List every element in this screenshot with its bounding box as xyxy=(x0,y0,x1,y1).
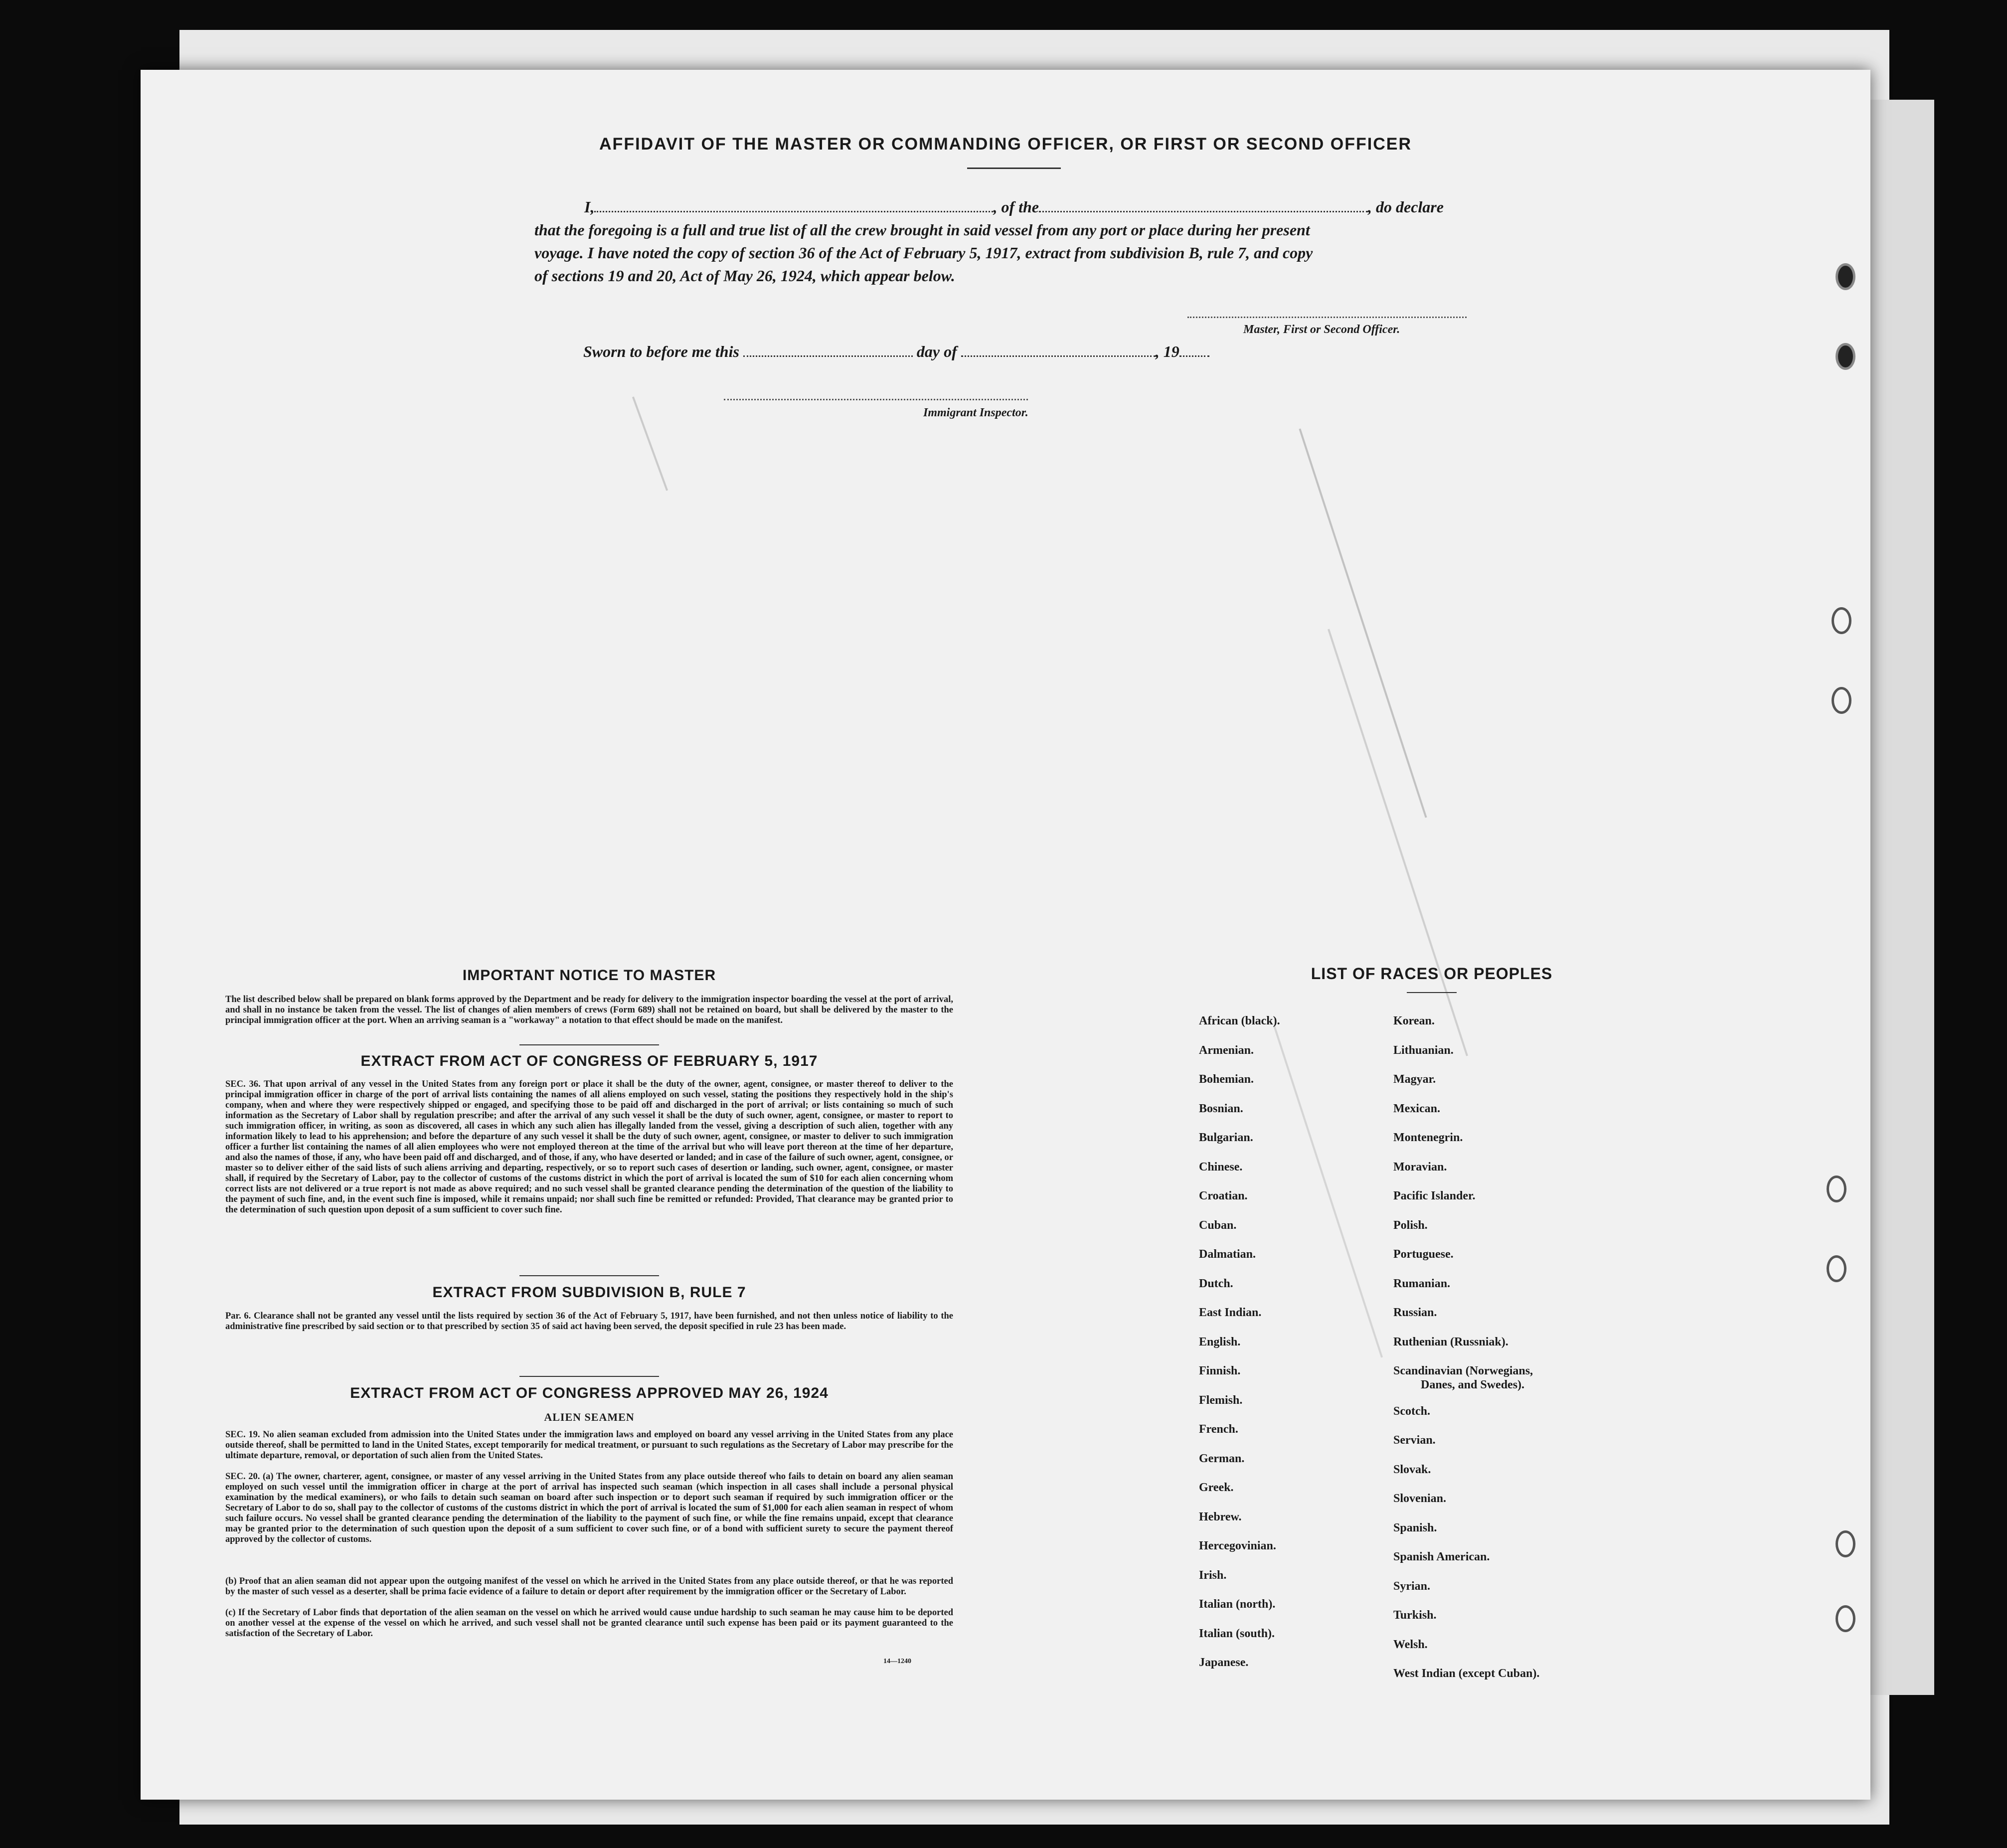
affidavit-title: AFFIDAVIT OF THE MASTER OR COMMANDING OFFICER, OR FIRST OR SECOND OFFICER xyxy=(599,135,1412,154)
race-item: West Indian (except Cuban). xyxy=(1393,1667,1540,1680)
binder-hole-icon xyxy=(1836,343,1855,370)
extract-1917-title: EXTRACT FROM ACT OF CONGRESS OF FEBRUARY 5, 1917 xyxy=(360,1053,818,1069)
race-item: Dutch. xyxy=(1199,1277,1233,1290)
binder-hole-icon xyxy=(1836,1530,1855,1557)
race-item: Hercegovinian. xyxy=(1199,1539,1276,1552)
binder-hole-icon xyxy=(1836,263,1855,290)
race-item: Bohemian. xyxy=(1199,1073,1254,1086)
race-item: Moravian. xyxy=(1393,1160,1447,1174)
race-item: Russian. xyxy=(1393,1306,1437,1319)
race-item: Flemish. xyxy=(1199,1393,1243,1407)
binder-hole-icon xyxy=(1836,1605,1855,1632)
race-item: German. xyxy=(1199,1452,1245,1465)
race-item: Polish. xyxy=(1393,1218,1428,1232)
master-signature-label: Master, First or Second Officer. xyxy=(1243,323,1400,336)
race-item: Servian. xyxy=(1393,1434,1436,1447)
inspector-signature-label: Immigrant Inspector. xyxy=(923,406,1028,419)
race-item: Italian (south). xyxy=(1199,1627,1275,1640)
race-item: Chinese. xyxy=(1199,1160,1243,1174)
race-item: Danes, and Swedes). xyxy=(1421,1378,1525,1391)
pencil-tick-mark xyxy=(1273,1025,1383,1358)
extract-1924-title: EXTRACT FROM ACT OF CONGRESS APPROVED MAY 26, 1924 xyxy=(350,1385,829,1401)
race-item: Scandinavian (Norwegians, xyxy=(1393,1364,1533,1377)
race-item: Mexican. xyxy=(1393,1102,1440,1115)
race-item: Cuban. xyxy=(1199,1218,1237,1232)
affidavit-line-4: of sections 19 and 20, Act of May 26, 1924, which appear below. xyxy=(534,267,955,285)
race-item: Lithuanian. xyxy=(1393,1043,1454,1057)
race-item: Syrian. xyxy=(1393,1579,1431,1593)
race-item: Slovenian. xyxy=(1393,1492,1447,1505)
race-item: Finnish. xyxy=(1199,1364,1241,1377)
race-item: Greek. xyxy=(1199,1481,1234,1494)
race-item: Bulgarian. xyxy=(1199,1131,1253,1144)
extract-rule7-body: Par. 6. Clearance shall not be granted any vessel until the lists required by section 36 of the Act of February 5, 1917, have been furnished, and not then unless notice of liability to the administrative fine prescribed by said section or to that prescribed by section 35 of said act having been served, the deposit specified in rule 23 has been made. xyxy=(225,1311,953,1332)
race-item: Armenian. xyxy=(1199,1043,1254,1057)
race-item: Hebrew. xyxy=(1199,1510,1242,1523)
section-divider xyxy=(519,1044,659,1045)
race-item: African (black). xyxy=(1199,1014,1280,1027)
binder-hole-icon xyxy=(1832,607,1851,634)
notice-body: The list described below shall be prepared on blank forms approved by the Department and be ready for delivery to the immigration inspector boarding the vessel at the port of arrival, and shall in no instance be taken from the vessel. The list of changes of alien members of crews (Form 689) shall not be retained on board, but shall be delivered by the master to the principal immigration officer at the port. When an arriving seaman is a "workaway" a notation to that effect should be made on the manifest. xyxy=(225,995,953,1025)
pencil-tick-mark xyxy=(632,396,668,491)
race-item: Japanese. xyxy=(1199,1656,1249,1669)
race-item: Korean. xyxy=(1393,1014,1435,1027)
race-item: Montenegrin. xyxy=(1393,1131,1463,1144)
extract-1924-sec19: SEC. 19. No alien seaman excluded from admission into the United States under the immigration laws and employed on board any vessel arriving in the United States from any place outside thereof, shall be permitted to land in the United States, except temporarily for medical treatment, or pursuant to such regulations as the Secretary of Labor may prescribe for the ultimate departure, removal, or deportation of such alien from the United States. xyxy=(225,1430,953,1461)
binder-hole-icon xyxy=(1827,1255,1846,1282)
affidavit-line-1: I, , of the , do declare xyxy=(584,198,1444,216)
extract-1924-sec20c: (c) If the Secretary of Labor finds that deportation of the alien seaman on the vessel on which he arrived would cause undue hardship to such seaman he may cause him to be deported on another vessel at the expense of the vessel on which he arrived, and such vessel shall not be granted clearance until such expense has been paid or its payment guaranteed to the satisfaction of the Secretary of Labor. xyxy=(225,1608,953,1639)
form-number: 14—1240 xyxy=(883,1658,911,1665)
race-item: Spanish American. xyxy=(1393,1550,1490,1563)
race-item: Bosnian. xyxy=(1199,1102,1243,1115)
races-title: LIST OF RACES OR PEOPLES xyxy=(1311,965,1553,983)
title-divider xyxy=(967,168,1061,169)
extract-1917-body: SEC. 36. That upon arrival of any vessel in the United States from any foreign port or place it shall be the duty of the owner, agent, consignee, or master thereof to deliver to the principal immigration officer in charge of the port of arrival lists containing the names of all aliens employed on such vessel, stating the positions they respectively hold in the ship's company, when and where they were respectively shipped or engaged, and specifying those to be paid off and discharged in the port of arrival; or lists containing so much of such information as the Secretary of Labor shall by regulation prescribe; and after the arrival of any such vessel it shall be the duty of such owner, agent, consignee, or master to report to such immigration officer, in writing, as soon as discovered, all cases in which any such alien has illegally landed from the vessel, giving a description of such alien, together with any information likely to lead to his apprehension; and before the departure of any such vessel it shall be the duty of such owner, agent, consignee, or master to deliver to such immigration officer a further list containing the names of all alien employees who were not employed thereon at the time of the arrival but who will leave port thereon at the time of her departure, and also the names of those, if any, who have been paid off and discharged, and of those, if any, who have deserted or landed; and in case of the failure of such owner, agent, consignee, or master so to deliver either of the said lists of such aliens arriving and departing, respectively, or so to report such cases of desertion or landing, such owner, agent, consignee, or master shall, if required by the Secretary of Labor, pay to the collector of customs of the customs district in which the port of arrival is located the sum of $10 for each alien concerning whom correct lists are not delivered or a true report is not made as above required; and no such vessel shall be granted clearance pending the determination of the question of the liability to the payment of such fine, and, in the event such fine is imposed, while it remains unpaid; nor shall such fine be remitted or refunded: Provided, That clearance may be granted prior to the determination of such question upon deposit of a sum sufficient to cover such fine. xyxy=(225,1079,953,1215)
race-item: Ruthenian (Russniak). xyxy=(1393,1335,1508,1348)
race-item: East Indian. xyxy=(1199,1306,1262,1319)
race-item: Irish. xyxy=(1199,1568,1227,1582)
extract-1924-sec20b: (b) Proof that an alien seaman did not appear upon the outgoing manifest of the vessel on which he arrived in the United States from any place outside thereof, or that he was reported by the master of such vessel as a deserter, shall be prima facie evidence of a failure to detain or deport after requirement by the immigration officer or the Secretary of Labor. xyxy=(225,1576,953,1597)
affidavit-text xyxy=(534,195,1497,287)
section-divider xyxy=(519,1275,659,1276)
binder-hole-icon xyxy=(1832,687,1851,714)
race-item: French. xyxy=(1199,1423,1238,1436)
alien-seamen-subtitle: ALIEN SEAMEN xyxy=(544,1411,635,1423)
sworn-line: Sworn to before me this day of , 19 xyxy=(583,340,1431,363)
race-item: English. xyxy=(1199,1335,1241,1348)
pencil-tick-mark xyxy=(1299,428,1427,818)
manifest-page xyxy=(141,70,1870,1800)
race-item: Welsh. xyxy=(1393,1638,1428,1651)
extract-rule7-title: EXTRACT FROM SUBDIVISION B, RULE 7 xyxy=(432,1284,746,1301)
master-signature-line xyxy=(1187,317,1467,318)
affidavit-line-2: that the foregoing is a full and true list of all the crew brought in said vessel from any port or place during her present xyxy=(534,221,1310,239)
binder-hole-icon xyxy=(1827,1176,1846,1202)
affidavit-line-3: voyage. I have noted the copy of section 36 of the Act of February 5, 1917, extract from subdivision B, rule 7, and copy xyxy=(534,244,1313,262)
races-divider xyxy=(1407,992,1457,993)
race-item: Slovak. xyxy=(1393,1463,1431,1476)
race-item: Spanish. xyxy=(1393,1521,1437,1534)
race-item: Dalmatian. xyxy=(1199,1248,1256,1261)
race-item: Italian (north). xyxy=(1199,1598,1276,1611)
race-item: Portuguese. xyxy=(1393,1248,1454,1261)
race-item: Scotch. xyxy=(1393,1404,1430,1418)
notice-title: IMPORTANT NOTICE TO MASTER xyxy=(462,967,716,984)
extract-1924-sec20a: SEC. 20. (a) The owner, charterer, agent, consignee, or master of any vessel arriving in the United States from any place outside thereof who fails to detain on board any alien seaman employed on such vessel until the immigration officer in charge at the port of arrival has inspected such seaman (which inspection in all cases shall include a personal physical examination by the medical examiners), or who fails to detain such seaman on board after such inspection or to deport such seaman if required by such immigration officer or the Secretary of Labor to do so, shall pay to the collector of customs of the customs district in which the port of arrival is located the sum of $1,000 for each alien seaman in respect of whom such failure occurs. No vessel shall be granted clearance pending the determination of the liability to the payment of such fine, or while the fine remains unpaid, except that clearance may be granted prior to the determination of such question upon the deposit of a sum sufficient to cover such fine, or of a bond with sufficient surety to secure the payment thereof approved by the collector of customs. xyxy=(225,1472,953,1544)
race-item: Rumanian. xyxy=(1393,1277,1451,1290)
race-item: Pacific Islander. xyxy=(1393,1189,1476,1202)
race-item: Croatian. xyxy=(1199,1189,1248,1202)
race-item: Turkish. xyxy=(1393,1609,1437,1622)
section-divider xyxy=(519,1376,659,1377)
inspector-signature-line xyxy=(724,399,1028,400)
race-item: Magyar. xyxy=(1393,1073,1436,1086)
